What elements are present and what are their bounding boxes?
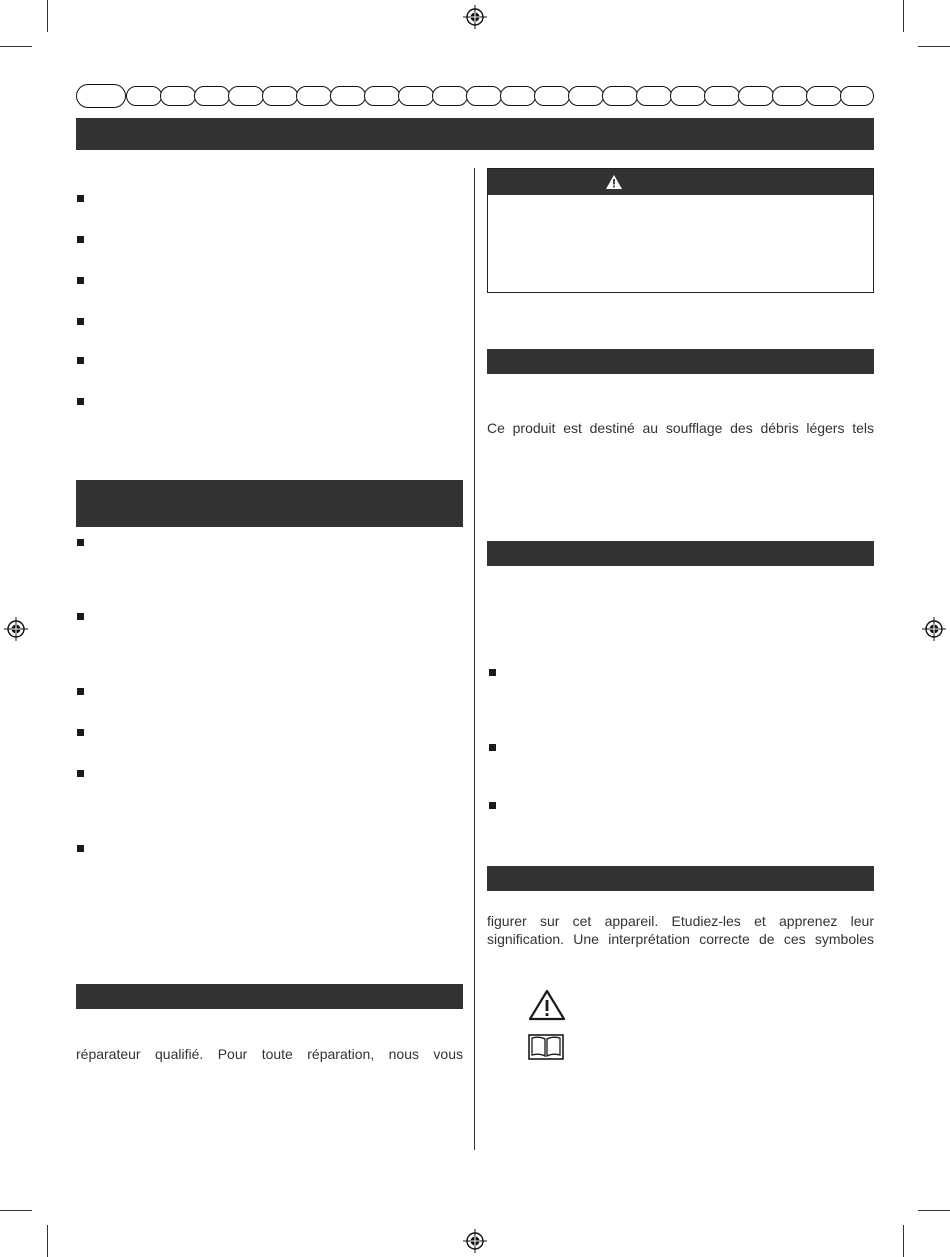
- crop-mark-top-right-v: [903, 0, 904, 32]
- list-bullet: [77, 688, 84, 695]
- language-tab[interactable]: [262, 86, 298, 106]
- list-bullet: [77, 357, 84, 364]
- intended-use-paragraph: Ce produit est destiné au soufflage des débris légers tels: [487, 420, 874, 436]
- crop-mark-top-right-h: [918, 46, 950, 47]
- list-bullet: [77, 729, 84, 736]
- symbols-paragraph-line-1: figurer sur cet appareil. Etudiez-les et apprenez leur: [487, 913, 874, 929]
- safety-alert-icon: [528, 989, 566, 1021]
- list-bullet: [77, 236, 84, 243]
- language-tab[interactable]: [704, 86, 740, 106]
- language-tab[interactable]: [432, 86, 468, 106]
- registration-mark-icon: [463, 1229, 487, 1253]
- language-tab[interactable]: [806, 86, 842, 106]
- list-bullet: [77, 613, 84, 620]
- service-paragraph: réparateur qualifié. Pour toute réparation, nous vous: [76, 1046, 463, 1062]
- language-tab[interactable]: [840, 86, 874, 106]
- language-tab[interactable]: [364, 86, 400, 106]
- language-tab[interactable]: [534, 86, 570, 106]
- registration-mark-icon: [922, 617, 946, 641]
- list-bullet: [489, 802, 496, 809]
- symbols-paragraph-line-2: signification. Une interprétation correcte de ces symboles: [487, 931, 874, 947]
- language-tab[interactable]: [126, 86, 162, 106]
- language-tab[interactable]: [194, 86, 230, 106]
- crop-mark-bottom-right-v: [903, 1225, 904, 1257]
- language-tab[interactable]: [602, 86, 638, 106]
- list-bullet: [489, 744, 496, 751]
- registration-mark-icon: [463, 5, 487, 29]
- list-bullet: [77, 845, 84, 852]
- list-bullet: [489, 669, 496, 676]
- list-bullet: [77, 318, 84, 325]
- language-tab[interactable]: [568, 86, 604, 106]
- book-icon: [528, 1034, 564, 1060]
- section-header-bar: [76, 480, 463, 527]
- warning-triangle-icon: [605, 174, 623, 190]
- section-header-bar: [487, 541, 874, 566]
- list-bullet: [77, 539, 84, 546]
- crop-mark-top-left-h: [0, 46, 32, 47]
- warning-header-bar: [488, 169, 873, 195]
- language-tab[interactable]: [296, 86, 332, 106]
- crop-mark-bottom-left-h: [0, 1210, 32, 1211]
- language-tab[interactable]: [500, 86, 536, 106]
- crop-mark-bottom-left-v: [47, 1225, 48, 1257]
- language-tab[interactable]: [636, 86, 672, 106]
- list-bullet: [77, 398, 84, 405]
- language-tab[interactable]: [228, 86, 264, 106]
- list-bullet: [77, 770, 84, 777]
- language-tab[interactable]: [738, 86, 774, 106]
- list-bullet: [77, 277, 84, 284]
- crop-mark-top-left-v: [47, 0, 48, 32]
- language-tab[interactable]: [466, 86, 502, 106]
- language-tab[interactable]: [330, 86, 366, 106]
- language-tab-active[interactable]: [76, 84, 126, 108]
- warning-box: [487, 168, 874, 293]
- registration-mark-icon: [4, 617, 28, 641]
- page-header-bar: [76, 118, 874, 150]
- list-bullet: [77, 195, 84, 202]
- section-header-bar: [76, 984, 463, 1009]
- language-tab[interactable]: [772, 86, 808, 106]
- section-header-bar: [487, 866, 874, 891]
- section-header-bar: [487, 349, 874, 374]
- column-divider: [474, 168, 475, 1150]
- language-tab[interactable]: [160, 86, 196, 106]
- crop-mark-bottom-right-h: [918, 1210, 950, 1211]
- language-tab[interactable]: [398, 86, 434, 106]
- language-tab[interactable]: [670, 86, 706, 106]
